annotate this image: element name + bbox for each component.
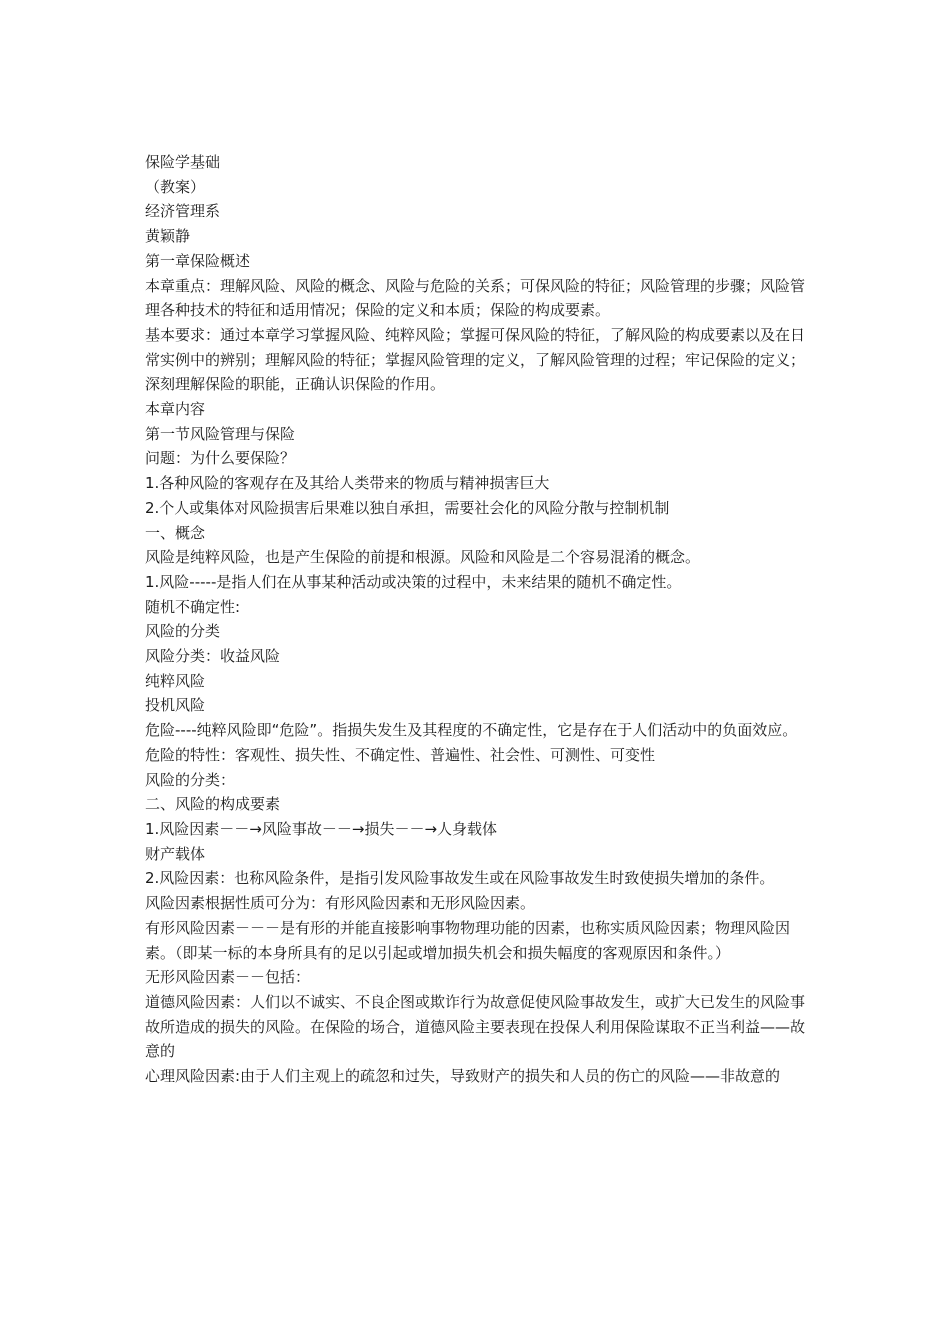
property-carrier: 财产载体 [145, 844, 206, 863]
chapter-content-heading: 本章内容 [145, 400, 206, 419]
author-name: 黄颖静 [145, 227, 191, 246]
section-title: 第一节风险管理与保险 [145, 424, 296, 443]
risk-classification-heading: 风险的分类 [145, 622, 221, 641]
document-title: 保险学基础 [145, 153, 221, 171]
danger-characteristics: 危险的特性：客观性、损失性、不确定性、普遍性、社会性、可测性、可变性 [145, 745, 656, 764]
question-line: 问题：为什么要保险？ [145, 449, 296, 468]
reason-item-1: 1.各种风险的客观存在及其给人类带来的物质与精神损害巨大 [145, 474, 550, 493]
psychological-risk-factor: 心理风险因素:由于人们主观上的疏忽和过失，导致财产的损失和人员的伤亡的风险——非故意的 [145, 1067, 781, 1086]
reason-item-2: 2.个人或集体对风险损害后果难以独自承担，需要社会化的风险分散与控制机制 [145, 498, 670, 517]
risk-chain: 1.风险因素－－→风险事故－－→损失－－→人身载体 [145, 819, 498, 838]
risk-classification-income: 风险分类：收益风险 [145, 647, 281, 666]
moral-risk-factor: 道德风险因素：人们以不诚实、不良企图或欺诈行为故意促使风险事故发生，或扩大已发生的风险事故所造成的损失的风险。在保险的场合，道德风险主要表现在投保人利用保险谋取不正当利益——故意的 [145, 992, 806, 1061]
danger-definition: 危险----纯粹风险即“危险”。指损失发生及其程度的不确定性，它是存在于人们活动中的负面效应。 [145, 721, 798, 740]
risk-classification-label: 风险的分类： [145, 770, 236, 789]
chapter-key-points: 本章重点：理解风险、风险的概念、风险与危险的关系；可保风险的特征；风险管理的步骤；风险管理各种技术的特征和适用情况；保险的定义和本质；保险的构成要素。 [145, 276, 806, 320]
risk-classification-pure: 纯粹风险 [145, 671, 206, 690]
chapter-title: 第一章保险概述 [145, 251, 251, 270]
document-body [145, 150, 815, 1089]
tangible-risk-factor: 有形风险因素－－－是有形的并能直接影响事物物理功能的因素，也称实质风险因素；物理风险因素。（即某一标的本身所具有的足以引起或增加损失机会和损失幅度的客观原因和条件。） [145, 918, 791, 962]
document-subtitle: （教案） [145, 177, 206, 196]
risk-definition: 1.风险-----是指人们在从事某种活动或决策的过程中，未来结果的随机不确定性。 [145, 572, 682, 591]
risk-factor-definition: 2.风险因素：也称风险条件，是指引发风险事故发生或在风险事故发生时致使损失增加的条件。 [145, 869, 775, 888]
subheading-concept: 一、概念 [145, 523, 206, 542]
basic-requirements: 基本要求：通过本章学习掌握风险、纯粹风险；掌握可保风险的特征，了解风险的构成要素以及在日常实例中的辨别；理解风险的特征；掌握风险管理的定义，了解风险管理的过程；牢记保险的定义；深刻理解保险的职能，正确认识保险的作用。 [145, 325, 806, 394]
risk-classification-speculative: 投机风险 [145, 696, 206, 715]
risk-factor-types: 风险因素根据性质可分为：有形风险因素和无形风险因素。 [145, 894, 536, 913]
intangible-risk-factor-heading: 无形风险因素－－包括： [145, 968, 311, 987]
department-name: 经济管理系 [145, 202, 221, 221]
subheading-risk-elements: 二、风险的构成要素 [145, 795, 281, 814]
random-uncertainty: 随机不确定性: [145, 597, 241, 616]
paragraph-risk-basis: 风险是纯粹风险，也是产生保险的前提和根源。风险和风险是二个容易混淆的概念。 [145, 548, 701, 567]
